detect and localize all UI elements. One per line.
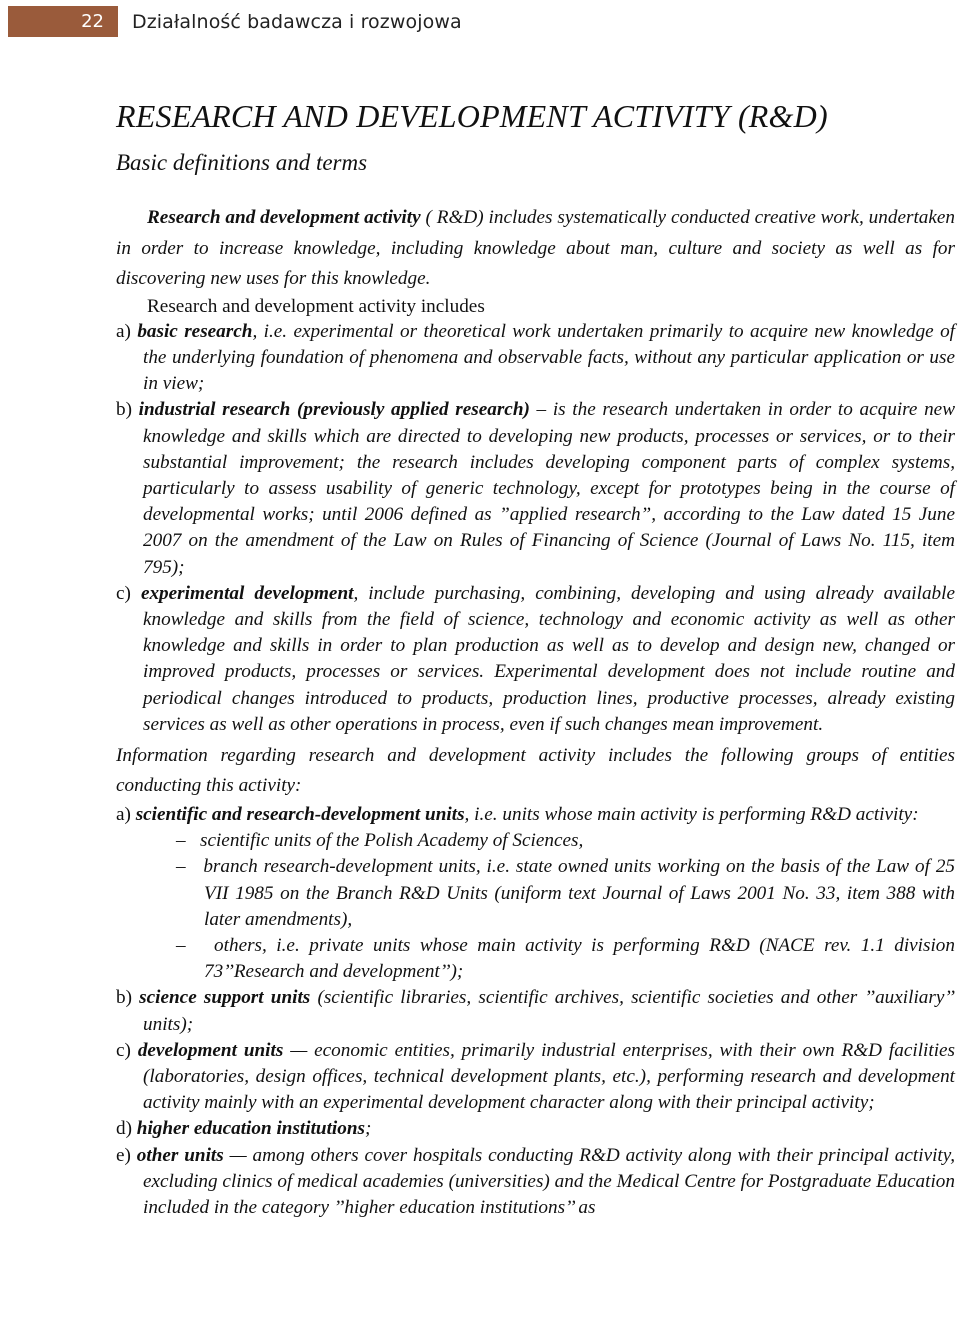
rd-activity-list xyxy=(116,319,955,738)
item-marker: c) xyxy=(116,582,141,604)
item-term: experimental development xyxy=(140,582,354,604)
list-item xyxy=(116,397,955,580)
list-item xyxy=(116,1143,955,1222)
item-marker: a) xyxy=(116,803,136,825)
dash-icon: – xyxy=(176,856,186,878)
item-text: , include purchasing, combining, developing and using already available knowledge and skills from the field of science, technology and economic activity as well as other knowledge and skills in order to plan production as well as to develop and design new, changed or improved products, processes or services. Experimental development does not include routine and periodical changes introduced to products, production lines, productive processes, already existing services as well as other operations in process, even if such changes mean improvement. xyxy=(143,582,955,735)
item-term: scientific and research-development units xyxy=(135,803,465,825)
entity-list xyxy=(116,985,955,1221)
item-marker: d) xyxy=(116,1118,137,1140)
running-title: Działalność badawcza i rozwojowa xyxy=(132,10,462,33)
dash-list-item xyxy=(116,828,955,854)
info-paragraph: Information regarding research and development activity includes the following groups of entities conducting this activity: xyxy=(116,744,955,797)
item-term: higher education institutions xyxy=(136,1118,365,1140)
item-marker: a) xyxy=(116,320,138,342)
dash-item-text: branch research-development units, i.e. state owned units working on the basis of the Law of 25 VII 1985 on the Branch R&D Units (uniform text Journal of Laws 2001 No. 33, item 388 with later amendments), xyxy=(203,856,956,930)
intro-paragraph xyxy=(116,203,955,295)
page-number: 22 xyxy=(8,6,118,37)
dash-list-item xyxy=(116,854,955,933)
dash-item-text: others, i.e. private units whose main activity is performing R&D (NACE rev. 1.1 division 73’’Research and development’’); xyxy=(204,934,955,983)
item-term: industrial research (previously applied research) xyxy=(138,399,530,421)
dash-item-text: scientific units of the Polish Academy of Sciences, xyxy=(199,830,584,852)
item-term: basic research xyxy=(137,320,253,342)
page-header xyxy=(8,6,462,37)
item-term: other units xyxy=(136,1144,224,1166)
dash-list xyxy=(116,828,955,985)
item-marker: c) xyxy=(116,1039,138,1061)
list-item xyxy=(116,581,955,738)
page-title: RESEARCH AND DEVELOPMENT ACTIVITY (R&D) xyxy=(116,98,828,134)
dash-icon: – xyxy=(176,934,186,956)
list-item xyxy=(116,1038,955,1117)
list-item xyxy=(116,319,955,398)
intro-term: Research and development activity xyxy=(147,207,421,228)
item-marker: e) xyxy=(116,1144,137,1166)
item-text: — among others cover hospitals conducting R&D activity along with their principal activity, excluding clinics of medical academies (universities) and the Medical Centre for Postgraduate Education included in the category ’’higher education institutions’’ as xyxy=(143,1144,956,1218)
item-text: , i.e. experimental or theoretical work undertaken primarily to acquire new knowledge of the underlying foundation of phenomena and observable facts, without any particular application or use in view; xyxy=(143,320,956,395)
item-text: (scientific libraries, scientific archives, scientific societies and other ’’auxiliary’’ units); xyxy=(143,987,955,1035)
item-text: ; xyxy=(364,1118,372,1140)
dash-list-item xyxy=(116,933,955,985)
section-subtitle: Basic definitions and terms xyxy=(116,150,368,175)
item-text: – is the research undertaken in order to acquire new knowledge and skills which are directed to developing new products, processes or services, or to their substantial improvement; the research includes developing component parts of complex systems, particularly to assess usability of generic technology, except for prototypes being in the course of developmental works; until 2006 defined as ”applied research”, according to the Law dated 15 June 2007 on the amendment of the Law on Rules of Financing of Science (Journal of Laws No. 115, item 795); xyxy=(143,399,956,578)
list-item xyxy=(116,1116,955,1142)
item-marker: b) xyxy=(116,399,139,421)
dash-icon: – xyxy=(176,830,186,852)
item-term: science support units xyxy=(139,987,311,1009)
includes-line: Research and development activity includes xyxy=(147,295,485,317)
list-item xyxy=(116,802,955,828)
item-term: development units xyxy=(137,1039,284,1061)
list-item xyxy=(116,985,955,1037)
item-text: , i.e. units whose main activity is performing R&D activity: xyxy=(464,803,919,825)
item-text: — economic entities, primarily industrial enterprises, with their own R&D facilities (laboratories, design offices, technical development plants, etc.), performing research and development activity mainly with an experimental development character along with their principal activity; xyxy=(143,1039,956,1114)
item-marker: b) xyxy=(116,987,140,1009)
intro-text: ( R&D) includes systematically conducted creative work, undertaken in order to increase knowledge, including knowledge about man, culture and society as well as for discovering new uses for this knowledge. xyxy=(116,207,955,289)
page-body xyxy=(116,94,955,1221)
